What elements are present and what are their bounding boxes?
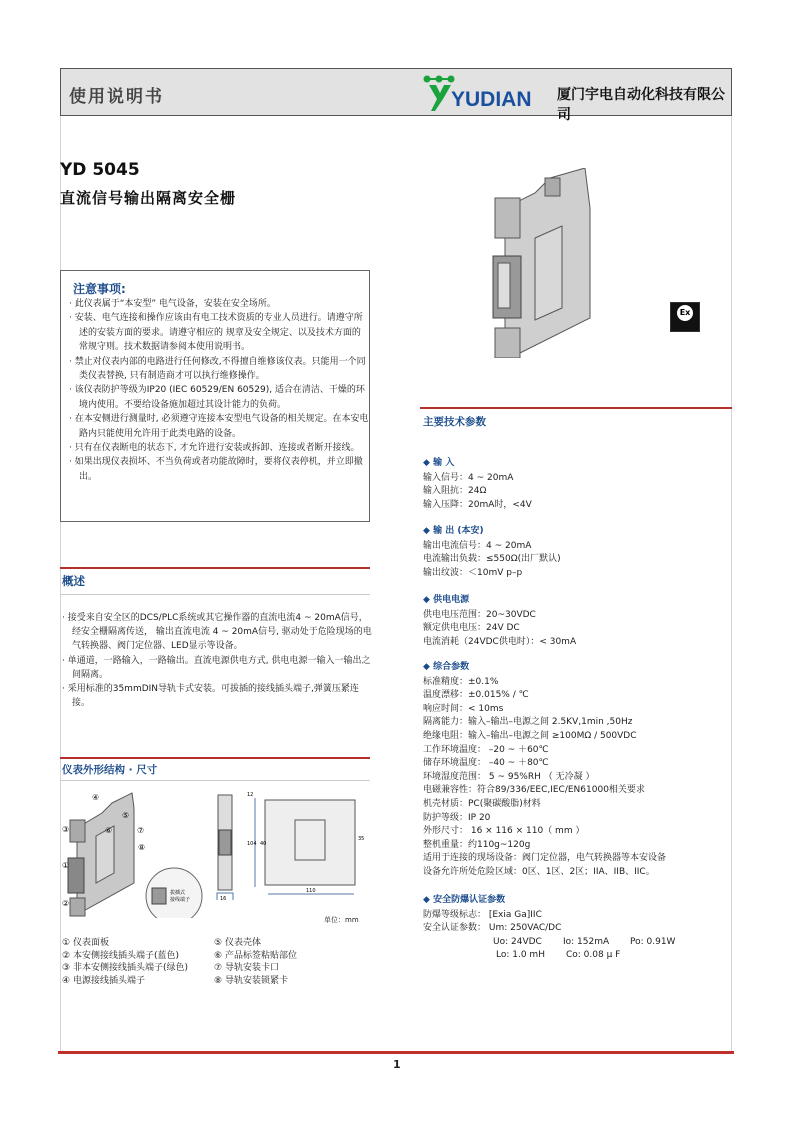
legend-item: ② 本安侧接线插头端子(蓝色) [62, 950, 179, 961]
spec-line: 输入信号：4 ~ 20mA [423, 472, 514, 483]
param-po: Po: 0.91W [630, 936, 676, 947]
page-header [60, 68, 732, 123]
spec-line: 安全认证参数： Um: 250VAC/DC [423, 923, 562, 934]
spec-line: 隔离能力：输入–输出–电源之间 2.5KV,1min ,50Hz [423, 717, 633, 728]
spec-group-general [423, 661, 733, 880]
legend-item: ⑥ 产品标签粘贴部位 [214, 950, 297, 961]
spec-line: 电磁兼容性：符合89/336/EEC,IEC/EN61000相关要求 [423, 785, 645, 796]
dim-40-label: 40 [260, 841, 267, 847]
dim-height-label: 104 [247, 841, 257, 847]
company-name: 厦门宇电自动化科技有限公司 [557, 87, 725, 123]
spec-line: 环境湿度范围： 5 ~ 95%RH （ 无冷凝 ） [423, 771, 595, 782]
product-name: 直流信号输出隔离安全栅 [60, 189, 237, 207]
divider [420, 407, 732, 409]
callout-1: ① [62, 861, 70, 870]
ex-certification-mark [670, 302, 700, 332]
spec-line: 输出纹波：＜10mV p–p [423, 567, 523, 578]
spec-group-power [423, 594, 733, 649]
spec-line: 机壳材质：PC(聚碳酸脂)材料 [423, 798, 541, 809]
callout-2: ② [62, 899, 70, 908]
spec-line: 储存环境温度： –40 ~ ＋80℃ [423, 758, 549, 769]
divider [60, 594, 370, 595]
spec-line: 响应时间：< 10ms [423, 703, 504, 714]
callout-4: ④ [92, 793, 100, 802]
spec-group-title: ◆ 输 入 [423, 457, 733, 471]
spec-line: 电流消耗（24VDC供电时）：< 30mA [423, 636, 577, 647]
parts-legend-right [214, 937, 297, 987]
spec-line: 输出电流信号：4 ~ 20mA [423, 540, 532, 551]
list-item: · 禁止对仪表内部的电路进行任何修改,不得擅自维修该仪表。只能用一个同类仪表替换, 只有制造商才可以执行维修操作。 [69, 355, 369, 384]
legend-item: ⑤ 仪表壳体 [214, 938, 261, 948]
spec-group-input [423, 457, 733, 512]
overview-list [62, 611, 372, 710]
divider [60, 757, 370, 759]
spec-line: 外形尺寸： 16 × 116 × 110（ mm ） [423, 826, 585, 837]
spec-line: 工作环境温度： –20 ~ ＋60℃ [423, 744, 549, 755]
legend-item: ④ 电源接线插头端子 [62, 975, 145, 986]
dimensions-heading: 仪表外形结构 · 尺寸 [62, 764, 158, 776]
yudian-logo [421, 73, 551, 113]
inset-label: 接线端子 [170, 897, 191, 903]
logo-text: YUDIAN [451, 88, 532, 111]
list-item: · 该仪表防护等级为IP20 (IEC 60529/EN 60529), 适合在清洁、干燥的环境内使用。不要给设备施加超过其设计能力的负荷。 [69, 383, 369, 412]
spec-line: 输入压降：20mA时，<4V [423, 499, 532, 510]
parts-legend-left [62, 937, 188, 987]
spec-line: 电流输出负载：≤550Ω(出厂默认) [423, 554, 561, 565]
spec-group-title: ◆ 供电电源 [423, 594, 733, 608]
dim-width-label: 16 [220, 896, 227, 900]
list-item: · 采用标准的35mmDIN导轨卡式安装。可拔插的接线插头端子,弹簧压紧连接。 [62, 682, 372, 710]
spec-line: 温度漂移：±0.015% / ℃ [423, 690, 529, 701]
divider [60, 780, 370, 781]
spec-line: 设备允许所处危险区域：0区、1区、2区；IIA、IIB、IIC。 [423, 866, 655, 877]
divider [60, 567, 370, 569]
legend-item: ③ 非本安侧接线插头端子(绿色) [62, 963, 188, 973]
list-item: · 在本安侧进行测量时, 必须遵守连接本安型电气设备的相关规定。在本安电路内只能使用允许用于此类电路的设备。 [69, 412, 369, 441]
spec-line: 适用于连接的现场设备：阀门定位器，电气转换器等本安设备 [423, 853, 667, 864]
param-uo: Uo: 24VDC [493, 936, 542, 947]
spec-line [423, 936, 733, 950]
specs-heading: 主要技术参数 [423, 416, 486, 428]
list-item: · 只有在仪表断电的状态下, 才允许进行安装或拆卸、连接或者断开接线。 [69, 441, 369, 455]
overview-heading: 概述 [62, 574, 85, 588]
spec-line: 防护等级：IP 20 [423, 812, 491, 823]
safety-notes-title: 注意事项: [73, 282, 126, 296]
product-model: YD 5045 [60, 160, 140, 180]
spec-group-title: ◆ 安全防爆认证参数 [423, 894, 733, 908]
param-io: Io: 152mA [563, 936, 610, 947]
callout-5: ⑤ [122, 811, 130, 820]
callout-8: ⑧ [138, 843, 146, 852]
ex-label: Ex [677, 305, 693, 321]
safety-notes-box [60, 270, 370, 522]
spec-group-title: ◆ 综合参数 [423, 661, 733, 675]
spec-line: 防爆等级标志： [Exia Ga]IIC [423, 909, 542, 920]
spec-line [423, 949, 733, 963]
list-item: · 安装、电气连接和操作应该由有电工技术资质的专业人员进行。请遵守所述的安装方面的要求。请遵守相应的 规章及安全规定、以及技术方面的常规守则。技术数据请参阅本使用说明书。 [69, 311, 369, 354]
product-image [490, 168, 605, 358]
list-item: · 如果出现仪表损坏、不当负荷或者功能故障时，要将仪表停机，并立即撤出。 [69, 455, 369, 484]
doc-type-title: 使用说明书 [69, 87, 164, 107]
list-item: · 接受来自安全区的DCS/PLC系统或其它操作器的直流电流4 ~ 20mA信号，经安全栅隔离传送， 输出直流电流 4 ~ 20mA信号, 驱动处于危险现场的电气转换器、阀门定位器、LED显示等设备。 [62, 611, 372, 654]
spec-line: 绝缘电阻：输入–输出–电源之间 ≥100MΩ / 500VDC [423, 730, 637, 741]
callout-7: ⑦ [137, 826, 145, 835]
callout-3: ③ [62, 825, 70, 834]
unit-label: 单位：mm [324, 916, 359, 924]
footer-rule [58, 1051, 734, 1054]
spec-group-output [423, 525, 733, 580]
legend-item: ⑦ 导轨安装卡口 [214, 963, 279, 973]
list-item: · 此仪表属于“本安型” 电气设备，安装在安全场所。 [69, 297, 369, 311]
inset-label: 拔插式 [170, 890, 186, 896]
dim-35-label: 35 [358, 836, 365, 842]
param-lo: Lo: 1.0 mH [496, 950, 545, 961]
param-co: Co: 0.08 μ F [566, 950, 621, 961]
page-number: 1 [393, 1058, 401, 1071]
spec-line: 整机重量：约110g~120g [423, 839, 531, 850]
legend-item: ① 仪表面板 [62, 938, 109, 948]
spec-line: 额定供电电压：24V DC [423, 623, 520, 634]
list-item: · 单通道，一路输入，一路输出。直流电源供电方式, 供电电源一输入一输出之间隔离。 [62, 654, 372, 682]
spec-group-ex-cert [423, 894, 733, 963]
device-structure-diagram [62, 788, 212, 918]
spec-group-title: ◆ 输 出 (本安) [423, 525, 733, 539]
spec-line: 输入阻抗：24Ω [423, 486, 487, 497]
dim-depth-label: 110 [306, 888, 316, 894]
legend-item: ⑧ 导轨安装锁紧卡 [214, 975, 288, 986]
safety-notes-list [69, 297, 369, 484]
spec-line: 供电电压范围：20~30VDC [423, 609, 536, 620]
dimension-drawing [210, 790, 370, 900]
callout-6: ⑥ [105, 826, 113, 835]
spec-line: 标准精度：±0.1% [423, 676, 499, 687]
dim-top-label: 12 [247, 792, 254, 798]
